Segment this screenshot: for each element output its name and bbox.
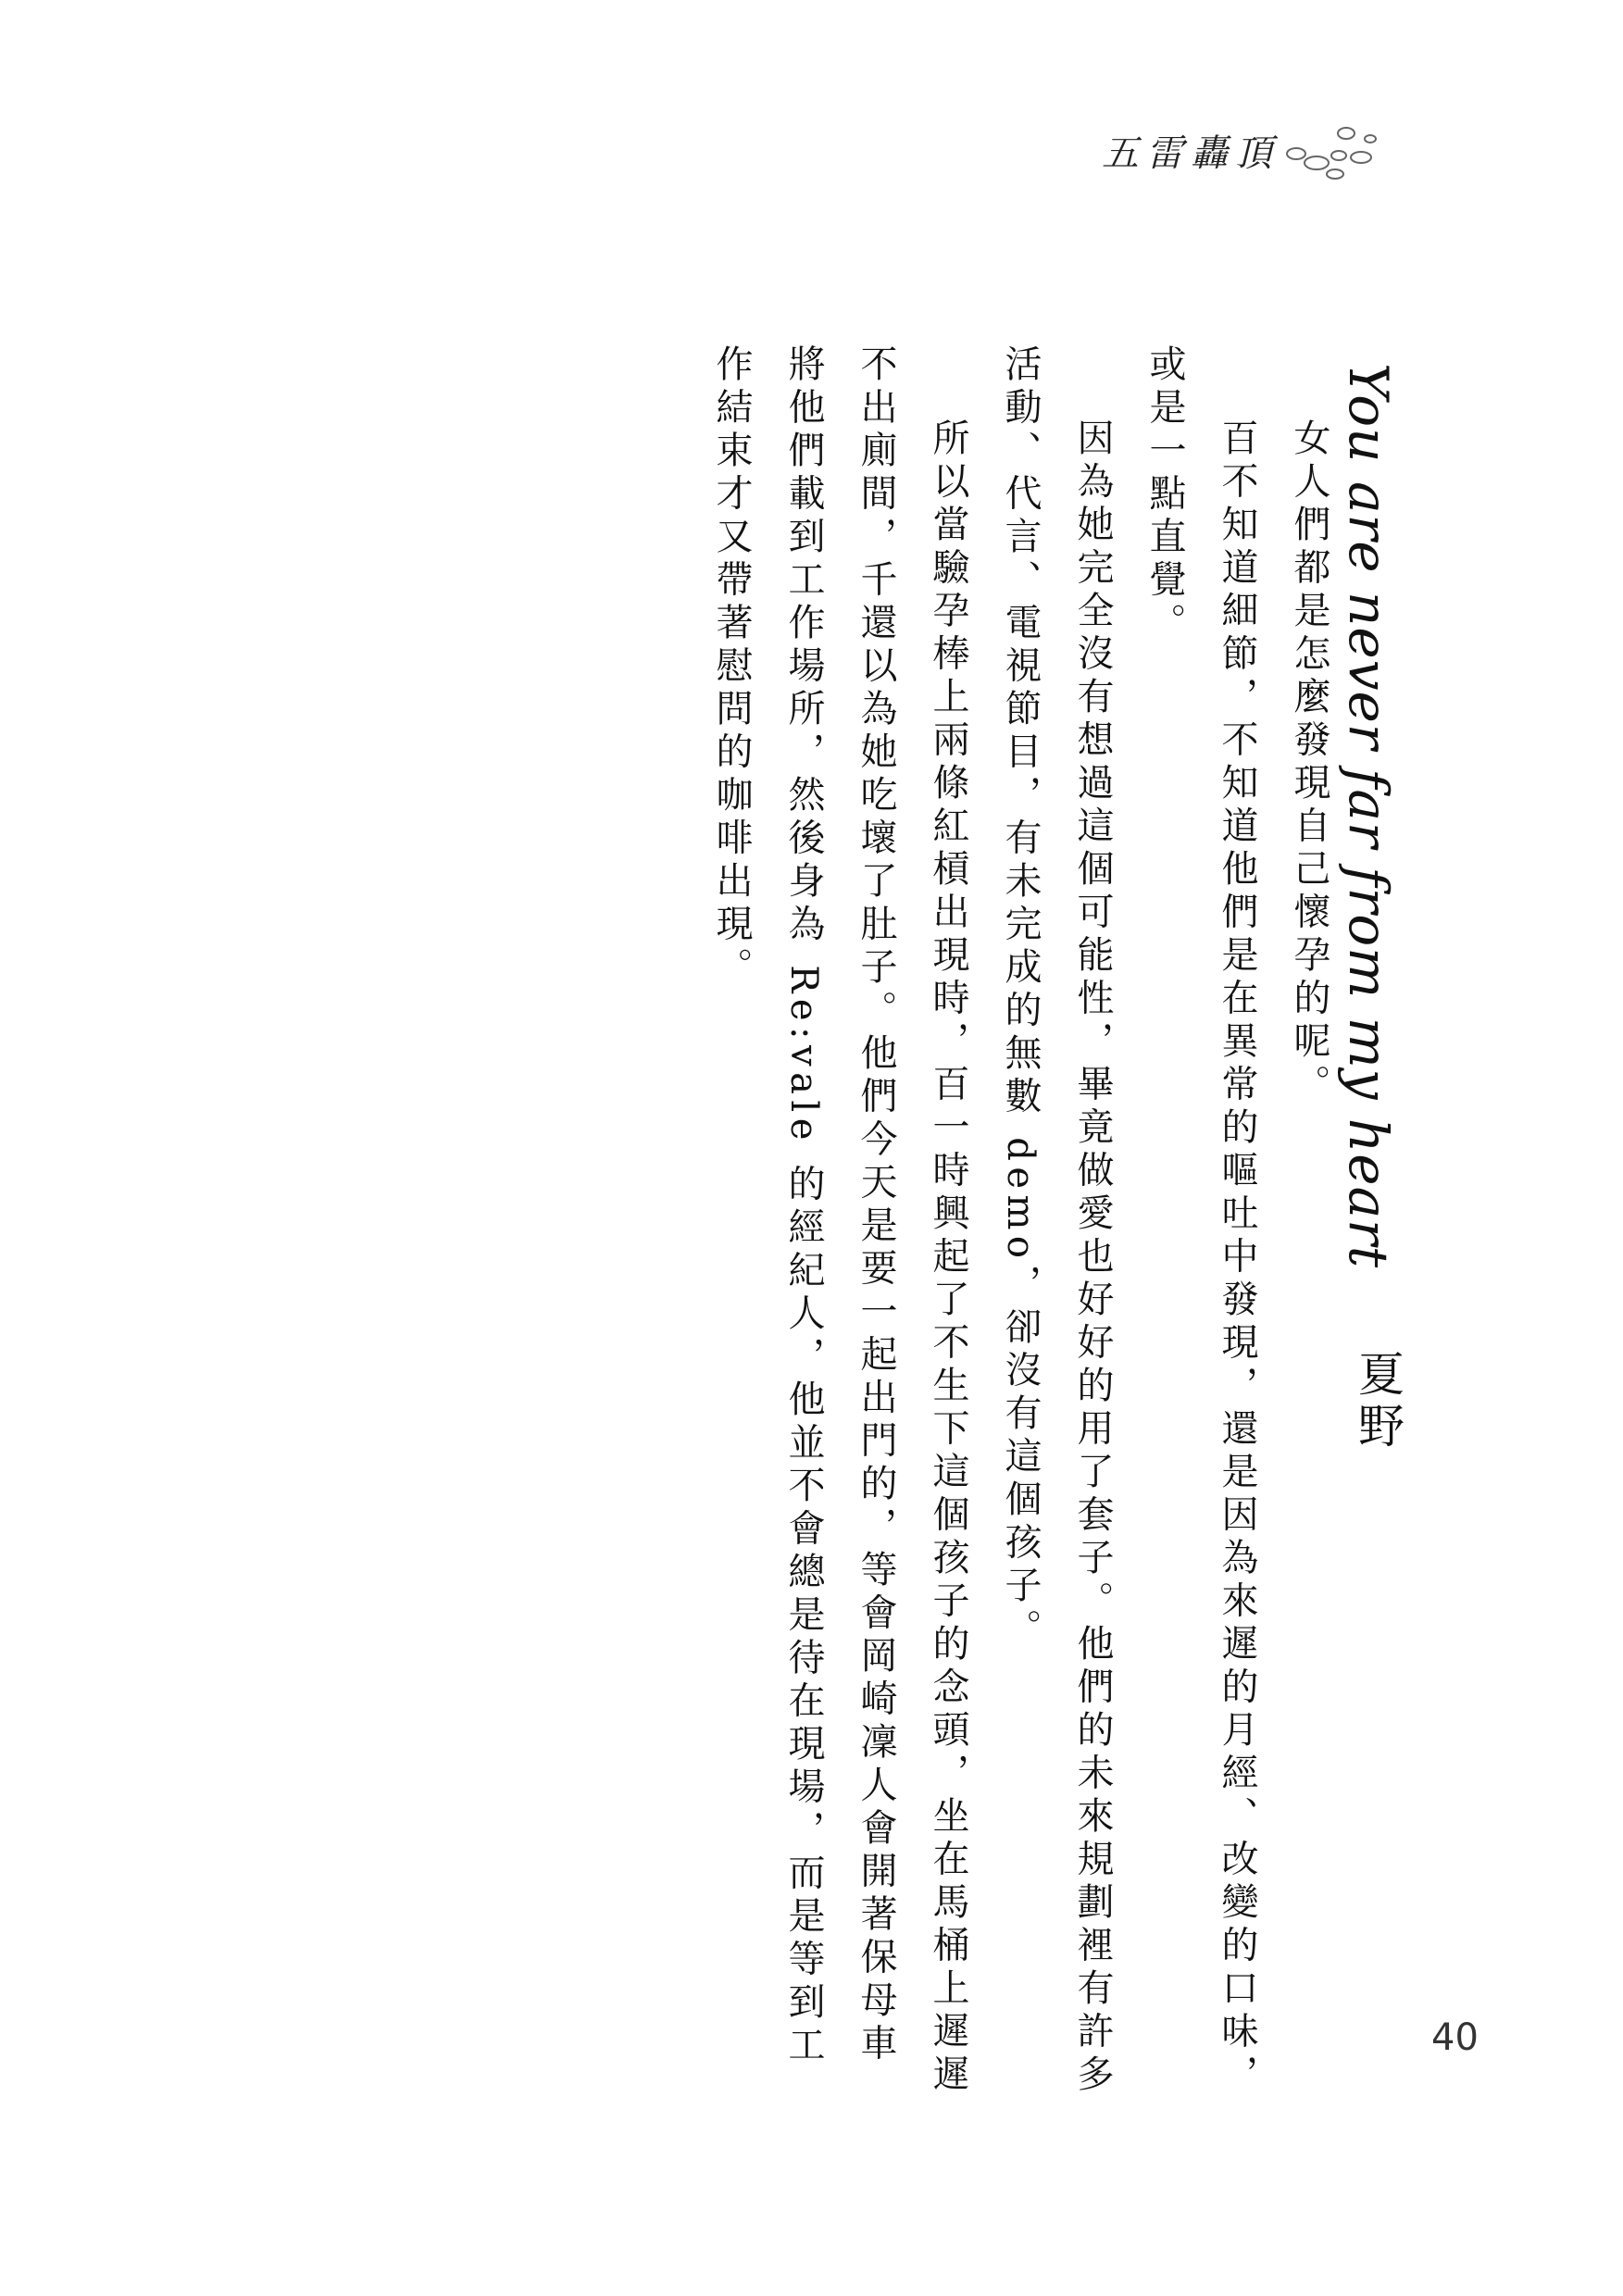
story-title: You are never far from my heart [1337, 363, 1400, 1269]
body-text [695, 344, 1345, 2103]
paragraph: 百不知道細節，不知道他們是在異常的嘔吐中發現，還是因為來遲的月經、改變的口味，或是一點直覺。 [1143, 344, 1258, 2098]
paragraph: 因為她完全沒有想過這個可能性，畢竟做愛也好好的用了套子。他們的未來規劃裡有許多活動、代言、電視節目，有未完成的無數 demo，卻沒有這個孩子。 [999, 344, 1114, 2098]
page-number: 40 [1431, 2016, 1479, 2059]
paragraph: 女人們都是怎麼發現自己懷孕的呢。 [1288, 418, 1330, 1107]
bubbles-icon [1242, 119, 1400, 183]
book-title: 五雷轟頂 [1102, 132, 1280, 175]
running-header [1102, 119, 1407, 193]
paragraph: 所以當驗孕棒上兩條紅槓出現時，百一時興起了不生下這個孩子的念頭，坐在馬桶上遲遲不出廁間，千還以為她吃壞了肚子。他們今天是要一起出門的，等會岡崎凜人會開著保母車將他們載到工作場所，然後身為 Re:vale 的經紀人，他並不會總是待在現場，而是等到工作結束才又帶著慰問的咖啡出現。 [710, 344, 969, 2098]
author-name: 夏野 [1351, 1350, 1405, 1454]
